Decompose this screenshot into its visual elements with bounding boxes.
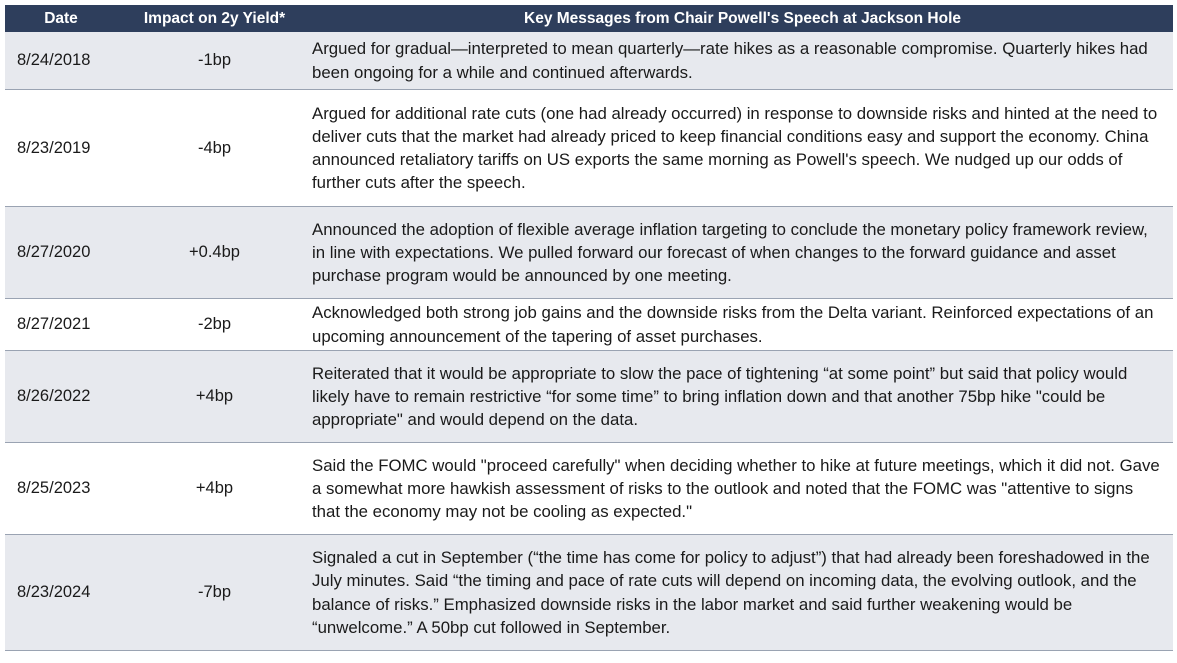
table-row	[5, 299, 1173, 351]
row-message: Said the FOMC would "proceed carefully" when deciding whether to hike at future meetings, which it did not. Gave a somewhat more hawkish assessment of risks to the outlook and noted that the FOMC was "attentive to signs that the economy may not be cooling as expected."	[312, 455, 1160, 522]
row-date: 8/25/2023	[17, 479, 91, 497]
row-impact: -7bp	[197, 583, 232, 601]
table-body	[5, 32, 1173, 651]
row-message: Announced the adoption of flexible average inflation targeting to conclude the monetary policy framework review, in line with expectations. We pulled forward our forecast of when changes to the forward guidance and asset purchase program would be announced by one meeting.	[312, 219, 1148, 286]
header-messages: Key Messages from Chair Powell's Speech at Jackson Hole	[524, 9, 961, 27]
row-impact: -4bp	[197, 138, 232, 157]
row-date: 8/27/2021	[17, 315, 91, 333]
row-message: Argued for additional rate cuts (one had already occurred) in response to downside risks and hinted at the need to deliver cuts that the market had already priced to keep financial conditions easy and support the economy. China announced retaliatory tariffs on US exports the same morning as Powell's speech. We nudged up our odds of further cuts after the speech.	[312, 103, 1158, 193]
row-date: 8/23/2024	[17, 583, 91, 601]
row-date: 8/24/2018	[17, 51, 91, 69]
jackson-hole-table	[5, 5, 1173, 651]
table-header	[5, 5, 1173, 32]
row-date: 8/26/2022	[17, 387, 91, 405]
row-message: Argued for gradual—interpreted to mean quarterly—rate hikes as a reasonable compromise. Quarterly hikes had been ongoing for a while and continued afterwards.	[312, 39, 1148, 82]
row-message: Reiterated that it would be appropriate to slow the pace of tightening “at some point” but said that policy would likely have to remain restrictive “for some time” to bring inflation down and that another 75bp hike "could be appropriate" and would depend on the data.	[312, 363, 1128, 430]
table-row	[5, 535, 1173, 651]
row-impact: -1bp	[197, 51, 232, 69]
table-row	[5, 90, 1173, 207]
table-row	[5, 207, 1173, 299]
table-row	[5, 351, 1173, 443]
row-impact: +4bp	[195, 387, 234, 405]
row-date: 8/23/2019	[17, 138, 91, 157]
row-impact: -2bp	[197, 315, 232, 333]
header-date: Date	[44, 9, 78, 27]
row-impact: +4bp	[195, 479, 234, 497]
header-impact: Impact on 2y Yield*	[143, 9, 286, 27]
row-impact: +0.4bp	[189, 243, 240, 261]
row-message: Acknowledged both strong job gains and the downside risks from the Delta variant. Reinforced expectations of an upcoming announcement of the tapering of asset purchases.	[312, 303, 1154, 346]
table-row	[5, 443, 1173, 535]
row-date: 8/27/2020	[17, 243, 91, 261]
table-row	[5, 32, 1173, 90]
row-message: Signaled a cut in September (“the time has come for policy to adjust”) that had already been foreshadowed in the July minutes. Said “the timing and pace of rate cuts will depend on incoming data, the evolving outlook, and the balance of risks.” Emphasized downside risks in the labor market and said further weakening would be “unwelcome.” A 50bp cut followed in September.	[312, 548, 1150, 637]
